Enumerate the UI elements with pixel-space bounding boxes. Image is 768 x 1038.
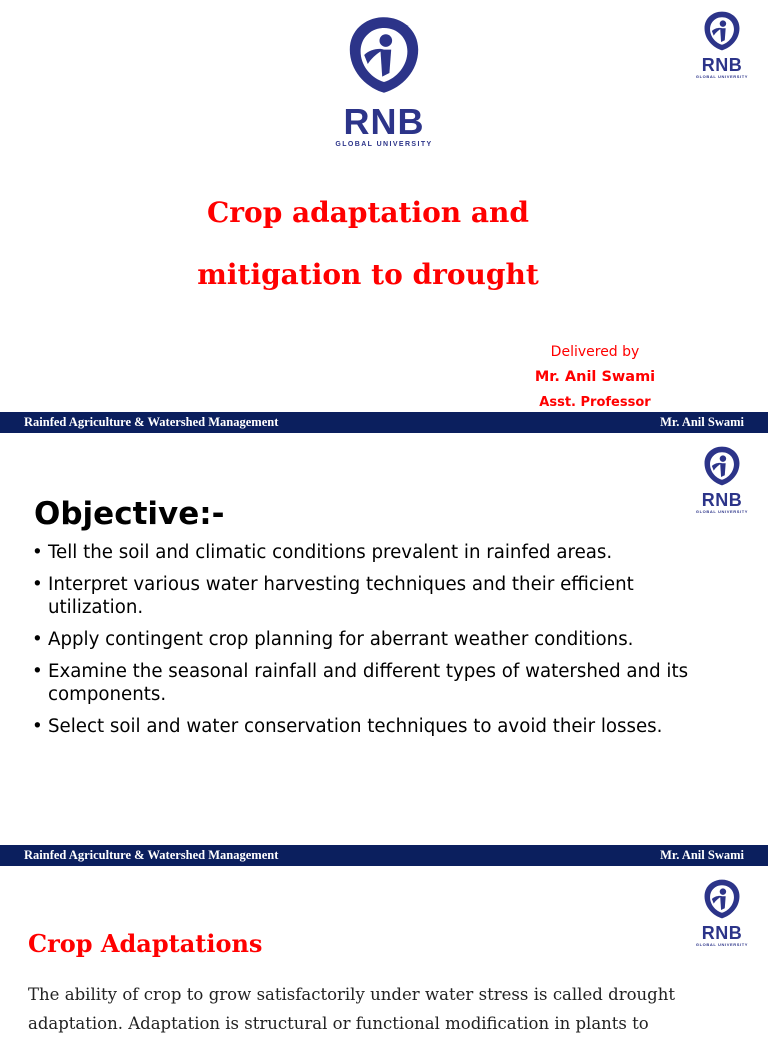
title-slide [0,0,768,412]
delivered-by-label: Delivered by [550,344,640,360]
logo-subtitle: GLOBAL UNIVERSITY [695,509,749,514]
objective-heading: Objective:- [34,496,225,532]
rnb-emblem-icon [338,10,430,100]
university-logo-corner [692,876,752,947]
crop-adaptations-paragraph: The ability of crop to grow satisfactorily under water stress is called drought adaptation. Adaptation is structural or functional modification in plants to [28,985,675,1033]
bullet: • [32,542,43,563]
logo-subtitle: GLOBAL UNIVERSITY [695,74,749,79]
bullet: • [32,716,43,737]
objective-item: • Tell the soil and climatic conditions prevalent in rainfed areas. [32,542,613,563]
logo-wordmark: RNB [343,101,425,142]
rnb-emblem-icon [699,8,745,54]
slide-footer [0,845,768,866]
bullet: • [32,661,43,682]
objective-item: • Examine the seasonal rainfall and different types of watershed and its components. [32,661,689,705]
rnb-emblem-icon [699,876,745,922]
presenter-name: Mr. Anil Swami [534,369,656,385]
slide-title-line-1: Crop adaptation and [207,196,529,229]
presenter-role: Asst. Professor [539,395,651,410]
footer-course-title: Rainfed Agriculture & Watershed Management [24,848,279,862]
footer-presenter: Mr. Anil Swami [660,848,744,862]
university-logo-large [324,10,444,148]
objective-list [32,541,722,747]
university-logo-corner [692,8,752,79]
logo-wordmark: RNB [701,923,743,943]
bullet: • [32,574,43,595]
crop-adaptations-heading: Crop Adaptations [28,929,263,958]
objective-item: • Select soil and water conservation techniques to avoid their losses. [32,716,663,737]
logo-subtitle: GLOBAL UNIVERSITY [335,141,433,148]
objective-item: • Apply contingent crop planning for aberrant weather conditions. [32,629,634,650]
university-logo-corner [692,443,752,514]
footer-course-title: Rainfed Agriculture & Watershed Management [24,415,279,429]
logo-wordmark: RNB [701,490,743,510]
slide-footer [0,412,768,433]
rnb-emblem-icon [699,443,745,489]
bullet: • [32,629,43,650]
logo-wordmark: RNB [701,55,743,75]
footer-presenter: Mr. Anil Swami [660,415,744,429]
slide-title-line-2: mitigation to drought [197,258,539,291]
objective-item: • Interpret various water harvesting techniques and their efficient utilization. [32,574,634,618]
logo-subtitle: GLOBAL UNIVERSITY [695,942,749,947]
